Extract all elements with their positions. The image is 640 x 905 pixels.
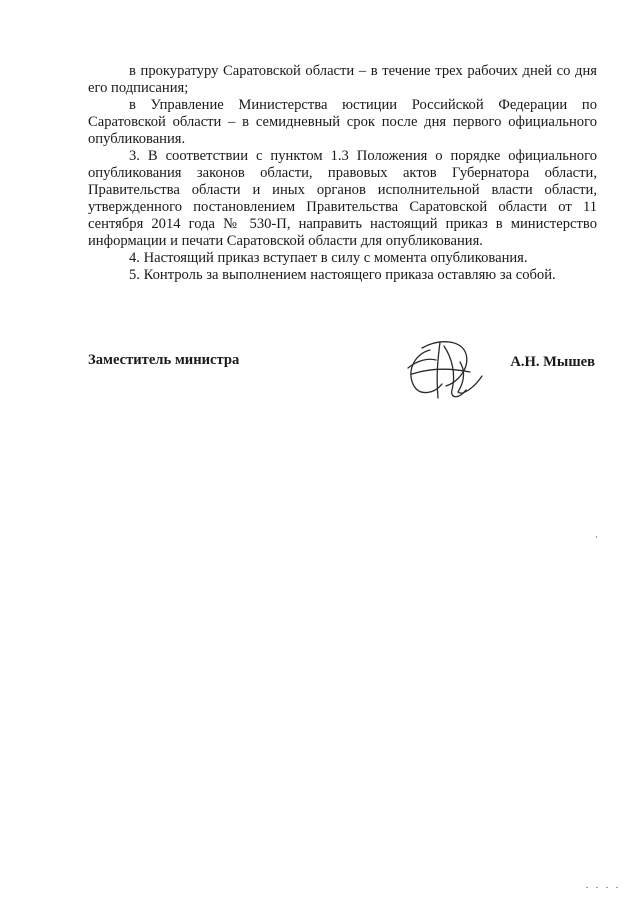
signatory-title: Заместитель министра — [88, 352, 240, 368]
paragraph-item-4: 4. Настоящий приказ вступает в силу с момента опубликования. — [129, 250, 528, 266]
scan-speck — [596, 536, 597, 538]
paragraph-item-5: 5. Контроль за выполнением настоящего приказа оставляю за собой. — [129, 267, 556, 283]
paragraph-justice-ministry: в Управление Министерства юстиции Российской Федерации по Саратовской области – в семидневный срок после дня первого официального опубликования. — [88, 97, 597, 147]
signatory-name: А.Н. Мышев — [510, 354, 595, 370]
scan-speck — [586, 887, 588, 888]
document-body — [88, 63, 597, 284]
signature-block — [88, 350, 597, 410]
paragraph-item-3: 3. В соответствии с пунктом 1.3 Положения о порядке официального опубликования законов области, правовых актов Губернатора области, Правительства области и иных органов исполнительной власти области, утвержденного постановлением Правительства Саратовской области от 11 сентября 2014 года № 530-П, направить настоящий приказ в министерство информации и печати Саратовской области для опубликования. — [88, 148, 597, 249]
paragraph-prosecutor: в прокуратуру Саратовской области – в течение трех рабочих дней со дня его подписания; — [88, 63, 597, 96]
scan-speck — [596, 887, 598, 888]
scan-speck — [616, 887, 618, 888]
scan-speck — [606, 887, 608, 888]
handwritten-signature — [400, 328, 500, 408]
